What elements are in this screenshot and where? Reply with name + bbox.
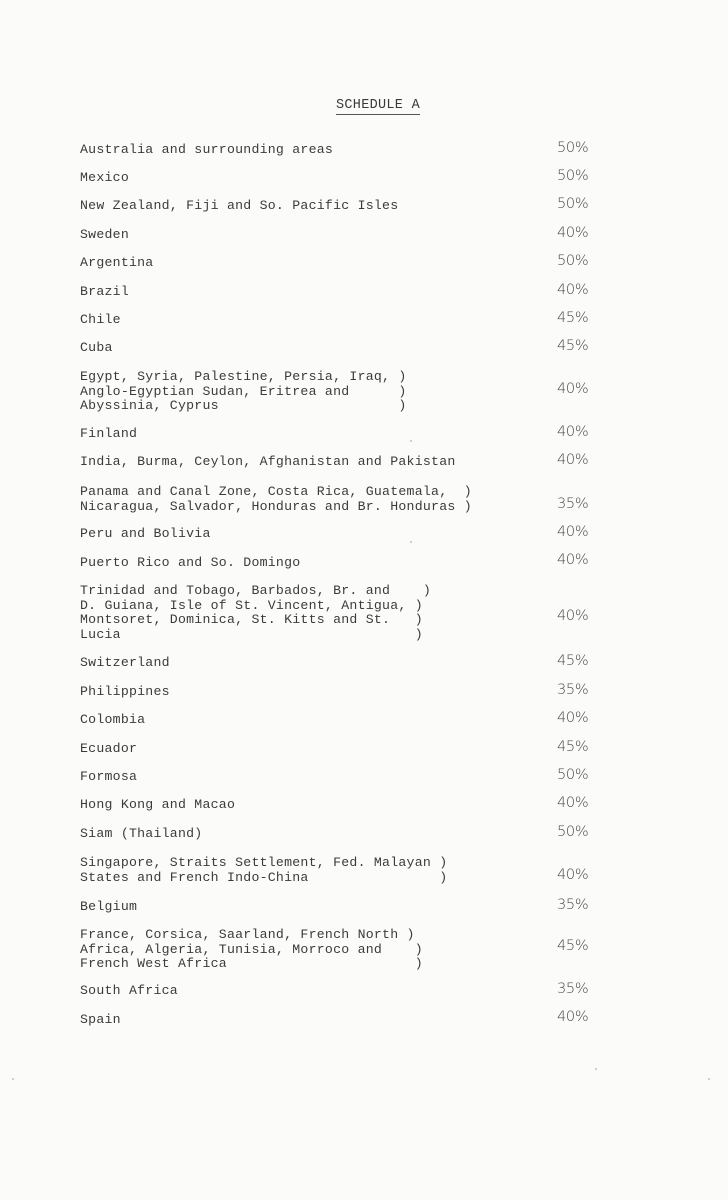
rate-value: 45% <box>557 938 589 954</box>
schedule-title-text: SCHEDULE A <box>335 98 420 113</box>
country-name: Sweden <box>80 227 129 242</box>
entry-row <box>80 897 600 915</box>
scan-speck <box>708 1078 710 1080</box>
country-name: Egypt, Syria, Palestine, Persia, Iraq, ) Anglo-Egyptian Sudan, Eritrea and ) Abyssinia, Cyprus ) <box>80 369 407 413</box>
scan-speck <box>12 1078 14 1080</box>
entry-row <box>80 424 600 442</box>
country-name: Spain <box>80 1012 121 1027</box>
entry-row <box>80 225 600 243</box>
country-name: Hong Kong and Macao <box>80 797 236 812</box>
rate-value: 40% <box>557 552 589 568</box>
rate-value: 35% <box>557 682 589 698</box>
rate-value: 35% <box>557 981 589 997</box>
rate-value: 35% <box>557 897 589 913</box>
country-name: Formosa <box>80 769 138 784</box>
country-name: Puerto Rico and So. Domingo <box>80 555 301 570</box>
country-name: Singapore, Straits Settlement, Fed. Malayan ) States and French Indo-China ) <box>80 855 448 885</box>
rate-value: 45% <box>557 338 589 354</box>
country-name: Finland <box>80 426 138 441</box>
rate-value: 40% <box>557 608 589 624</box>
rate-value: 40% <box>557 225 589 241</box>
country-name: Ecuador <box>80 741 138 756</box>
rate-value: 40% <box>557 710 589 726</box>
scan-speck <box>410 440 412 442</box>
country-name: South Africa <box>80 983 178 998</box>
country-name: Cuba <box>80 340 113 355</box>
entry-row <box>80 584 600 642</box>
entry-row <box>80 739 600 757</box>
country-name: Panama and Canal Zone, Costa Rica, Guatemala, ) Nicaragua, Salvador, Honduras and Br. Honduras ) <box>80 484 472 514</box>
rate-value: 40% <box>557 452 589 468</box>
country-name: France, Corsica, Saarland, French North ) Africa, Algeria, Tunisia, Morroco and ) French West Africa ) <box>80 927 423 971</box>
country-name: Switzerland <box>80 655 170 670</box>
entry-row <box>80 682 600 700</box>
rate-value: 40% <box>557 795 589 811</box>
entry-row <box>80 981 600 999</box>
entry-row <box>80 1009 600 1028</box>
country-name: Siam (Thailand) <box>80 826 203 841</box>
entry-row <box>80 856 600 885</box>
country-name: New Zealand, Fiji and So. Pacific Isles <box>80 198 399 213</box>
entry-row <box>80 524 600 542</box>
country-name: Belgium <box>80 899 138 914</box>
rate-value: 40% <box>557 381 589 397</box>
rate-value: 40% <box>557 424 589 440</box>
rate-value: 50% <box>557 767 589 783</box>
country-name: Argentina <box>80 255 154 270</box>
entry-row <box>80 140 600 158</box>
rate-value: 45% <box>557 310 589 326</box>
country-name: Mexico <box>80 170 129 185</box>
rate-value: 50% <box>557 824 589 840</box>
country-name: Chile <box>80 312 121 327</box>
scan-speck <box>595 1068 597 1070</box>
country-name: Peru and Bolivia <box>80 526 211 541</box>
entry-row <box>80 710 600 728</box>
rate-value: 50% <box>557 253 589 269</box>
rate-value: 40% <box>557 282 589 298</box>
entry-row <box>80 310 600 328</box>
country-name: Colombia <box>80 712 146 727</box>
entry-row <box>80 928 600 972</box>
rate-value: 40% <box>557 524 589 540</box>
entry-row <box>80 552 600 571</box>
rate-value: 45% <box>557 653 589 669</box>
rate-value: 40% <box>557 867 589 883</box>
rate-value: 40% <box>557 1009 589 1025</box>
country-name: Trinidad and Tobago, Barbados, Br. and ) D. Guiana, Isle of St. Vincent, Antigua, ) Montsoret, Dominica, St. Kitts and St. ) Lucia ) <box>80 583 432 642</box>
entry-row <box>80 767 600 785</box>
schedule-title <box>0 98 728 113</box>
entry-row <box>80 795 600 813</box>
entry-row <box>80 824 600 842</box>
entry-row <box>80 253 600 271</box>
entry-row <box>80 282 600 300</box>
entry-row <box>80 653 600 671</box>
rate-value: 50% <box>557 196 589 212</box>
rate-value: 50% <box>557 168 589 184</box>
country-name: Australia and surrounding areas <box>80 142 334 157</box>
entry-row <box>80 168 600 186</box>
rate-value: 45% <box>557 739 589 755</box>
rate-value: 35% <box>557 496 589 512</box>
rate-value: 50% <box>557 140 589 156</box>
country-name: Brazil <box>80 284 129 299</box>
country-name: Philippines <box>80 684 170 699</box>
entry-row <box>80 485 600 514</box>
entry-row <box>80 370 600 414</box>
entry-row <box>80 196 600 214</box>
entry-row <box>80 338 600 356</box>
country-name: India, Burma, Ceylon, Afghanistan and Pakistan <box>80 454 456 469</box>
entry-row <box>80 452 600 470</box>
scan-speck <box>410 541 412 543</box>
